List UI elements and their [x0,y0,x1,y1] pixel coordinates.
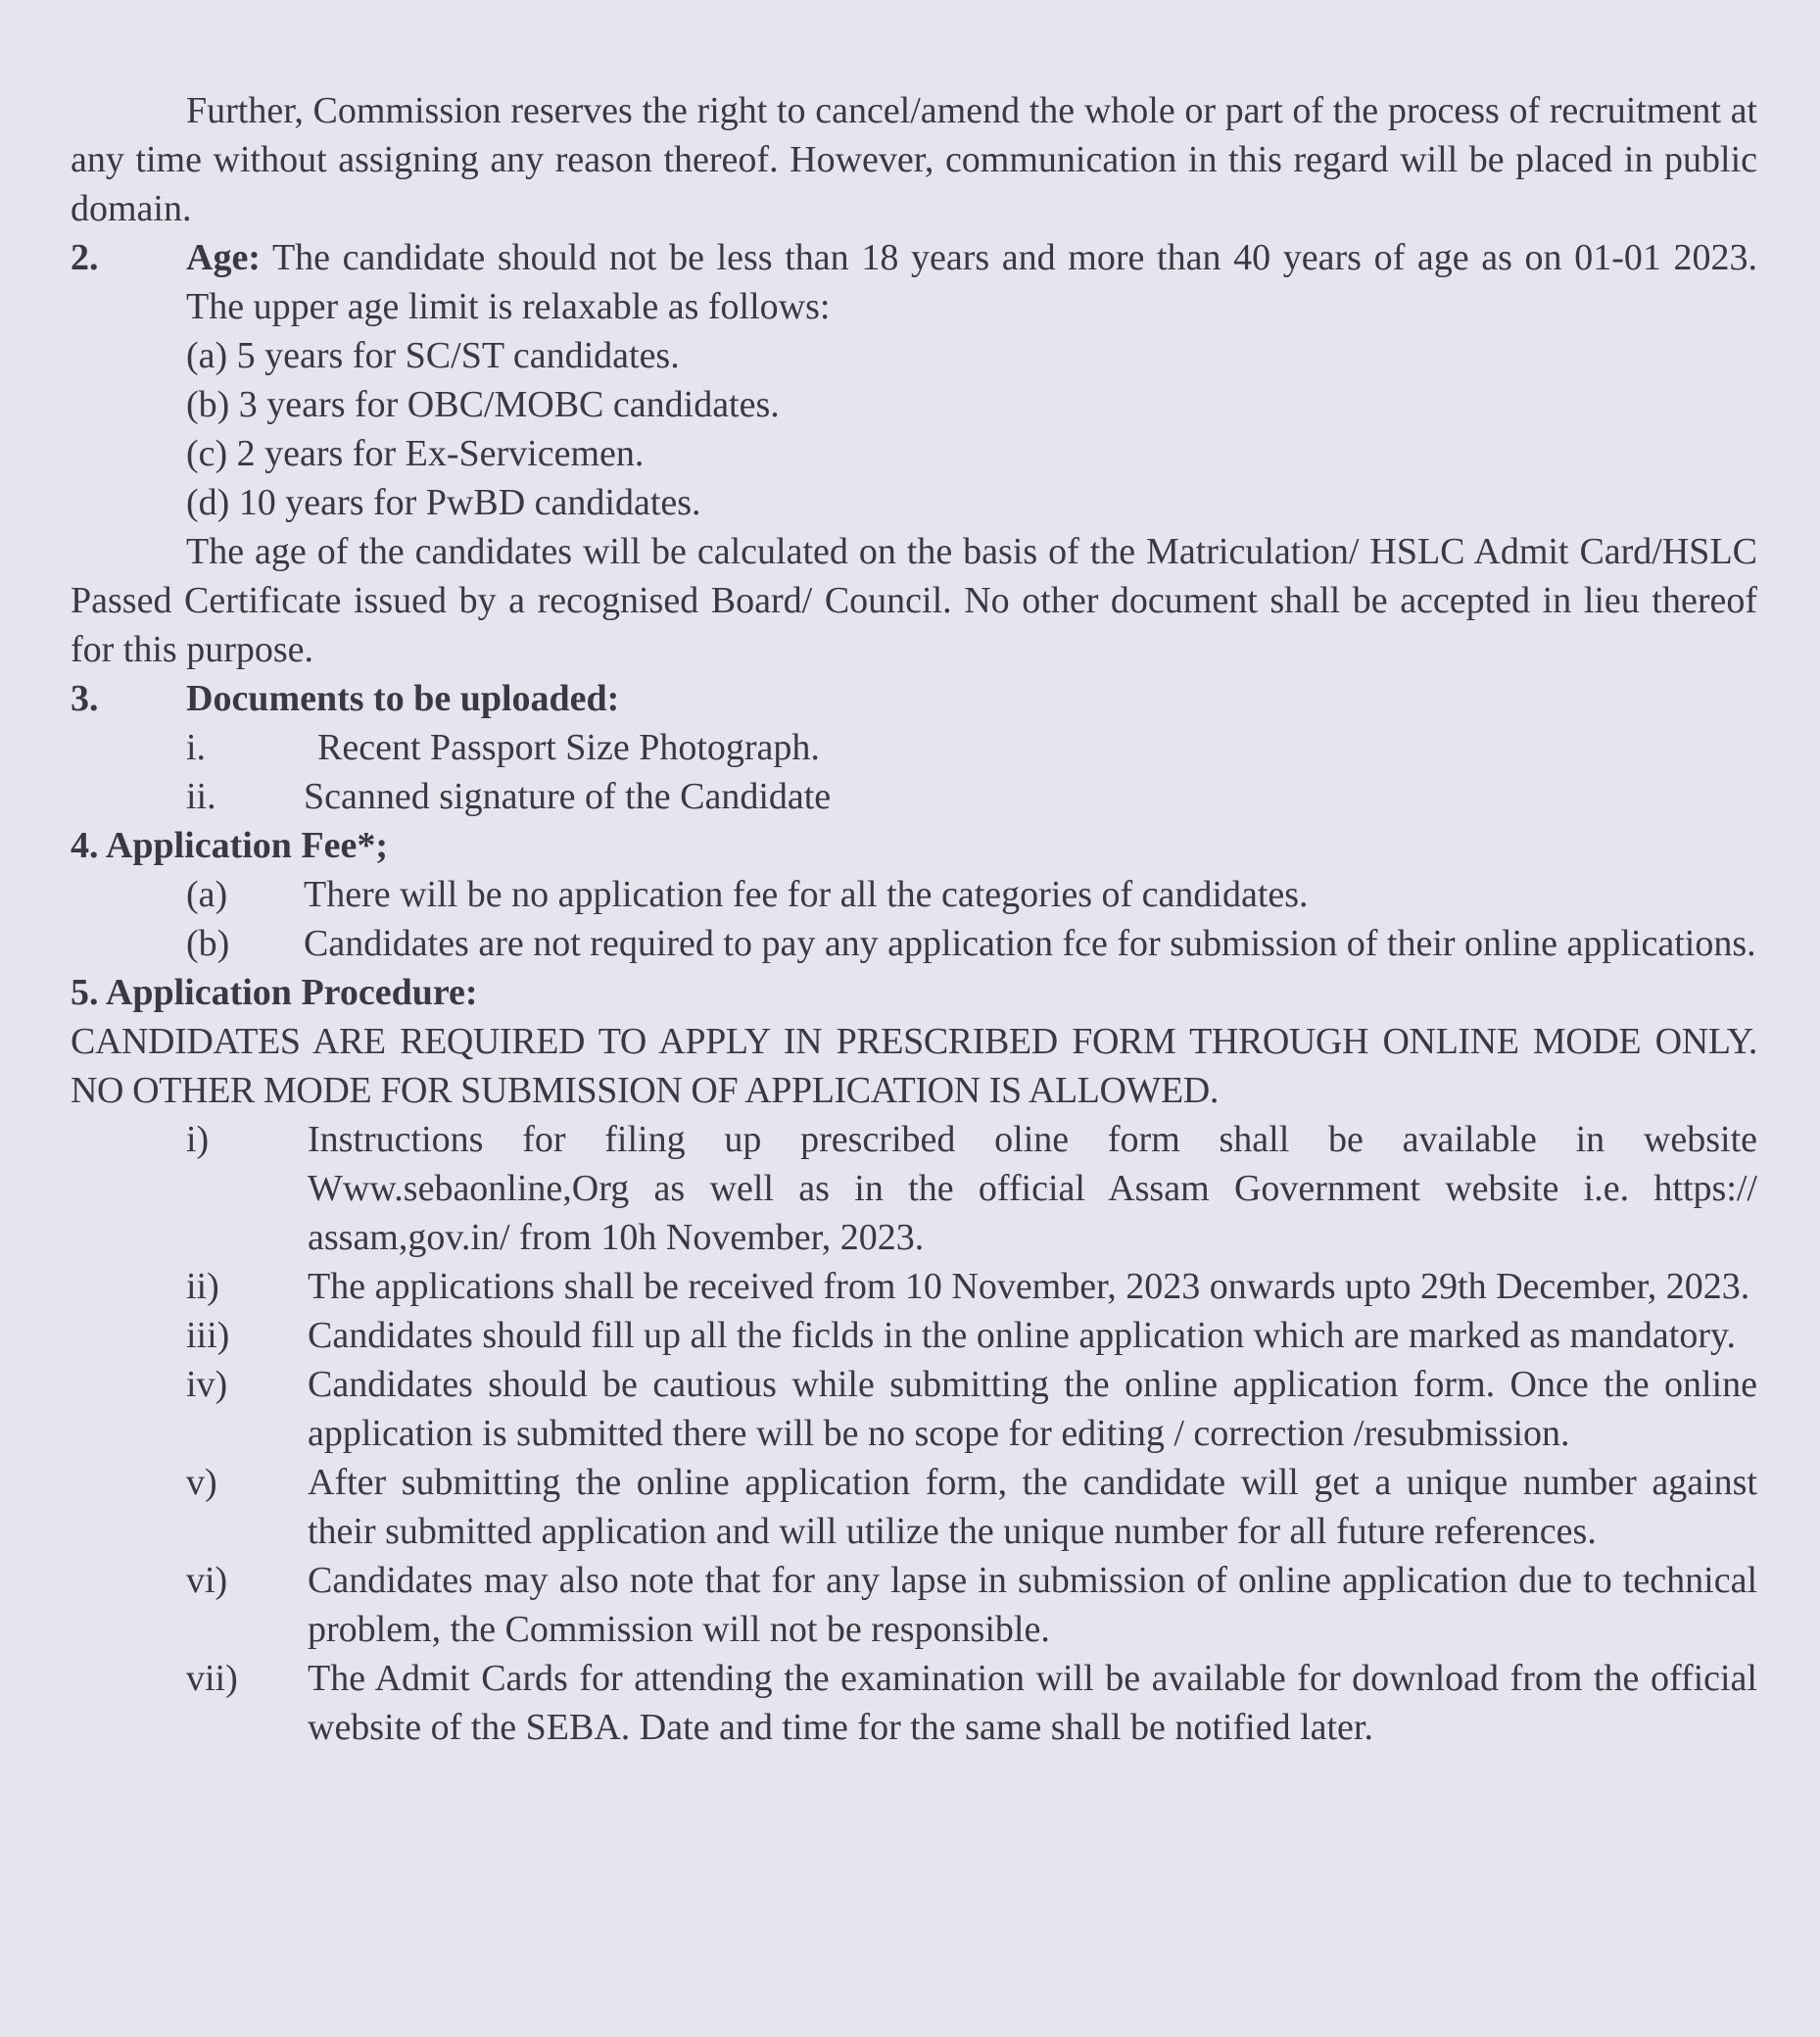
procedure-item-text: Candidates should fill up all the ficlds in the online application which are marked as mandatory. [308,1315,1737,1356]
procedure-item-text: After submitting the online application form, the candidate will get a unique number against their submitted application and will utilize the unique number for all future references. [308,1462,1757,1552]
documents-section [71,674,1757,723]
age-section [71,233,1757,331]
procedure-item [71,1654,1757,1752]
procedure-item-label: i) [186,1119,210,1160]
procedure-item-text: The applications shall be received from 10 November, 2023 onwards upto 29th December, 2023. [308,1266,1750,1307]
procedure-item-text: The Admit Cards for attending the examination will be available for download from the official website of the SEBA. Date and time for the same shall be notified later. [308,1658,1757,1748]
fee-item-label: (a) [186,874,228,915]
age-item: (a) 5 years for SC/ST candidates. [186,335,680,376]
procedure-item [71,1556,1757,1654]
fee-item [71,870,1757,919]
procedure-heading: 5. Application Procedure: [71,972,478,1013]
fee-item-text: There will be no application fee for all the categories of candidates. [304,874,1309,915]
age-note: The age of the candidates will be calculated on the basis of the Matriculation/ HSLC Admit Card/HSLC Passed Certificate issued by a recognised Board/ Council. No other document shall be accepted in lieu thereof for this purpose. [71,531,1757,670]
documents-item-label: ii. [186,776,216,817]
procedure-item-label: vi) [186,1560,228,1601]
procedure-item [71,1360,1757,1458]
procedure-item [71,1458,1757,1556]
procedure-item-label: vii) [186,1658,238,1699]
procedure-item-label: iii) [186,1315,230,1356]
procedure-notice: CANDIDATES ARE REQUIRED TO APPLY IN PRESCRIBED FORM THROUGH ONLINE MODE ONLY. NO OTHER MODE FOR SUBMISSION OF APPLICATION IS ALLOWED. [71,1021,1757,1111]
documents-number: 3. [71,678,99,719]
fee-heading: 4. Application Fee*; [71,825,389,866]
fee-item-text: Candidates are not required to pay any application fce for submission of their online applications. [304,923,1756,964]
procedure-item-label: v) [186,1462,217,1503]
age-item: (c) 2 years for Ex-Servicemen. [186,433,645,474]
age-number: 2. [71,237,99,278]
intro-paragraph: Further, Commission reserves the right to cancel/amend the whole or part of the process of recruitment at any time without assigning any reason thereof. However, communication in this regard will be placed in public domain. [71,90,1757,229]
age-text: The candidate should not be less than 18 years and more than 40 years of age as on 01-01 2023. The upper age limit is relaxable as follows: [186,237,1757,327]
procedure-item-label: ii) [186,1266,219,1307]
procedure-item [71,1115,1757,1262]
documents-item-text: Recent Passport Size Photograph. [317,727,820,768]
procedure-item-text: Candidates may also note that for any lapse in submission of online application due to technical problem, the Commission will not be responsible. [308,1560,1757,1650]
documents-item-label: i. [186,727,207,768]
age-item: (d) 10 years for PwBD candidates. [186,482,701,523]
documents-item [71,723,1757,772]
fee-item [71,919,1757,968]
documents-item [71,772,1757,821]
age-heading: Age: [186,237,261,278]
procedure-item-text: Candidates should be cautious while submitting the online application form. Once the online application is submitted there will be no scope for editing / correction /resubmission. [308,1364,1757,1454]
procedure-item [71,1262,1757,1311]
documents-heading: Documents to be uploaded: [186,678,620,719]
procedure-item [71,1311,1757,1360]
age-item: (b) 3 years for OBC/MOBC candidates. [186,384,780,425]
procedure-item-label: iv) [186,1364,228,1405]
fee-item-label: (b) [186,923,230,964]
procedure-item-text: Instructions for filing up prescribed oline form shall be available in website Www.sebaonline,Org as well as in the official Assam Government website i.e. https:// assam,gov.in/ from 10h November, 2023. [308,1119,1757,1258]
documents-item-text: Scanned signature of the Candidate [304,776,832,817]
